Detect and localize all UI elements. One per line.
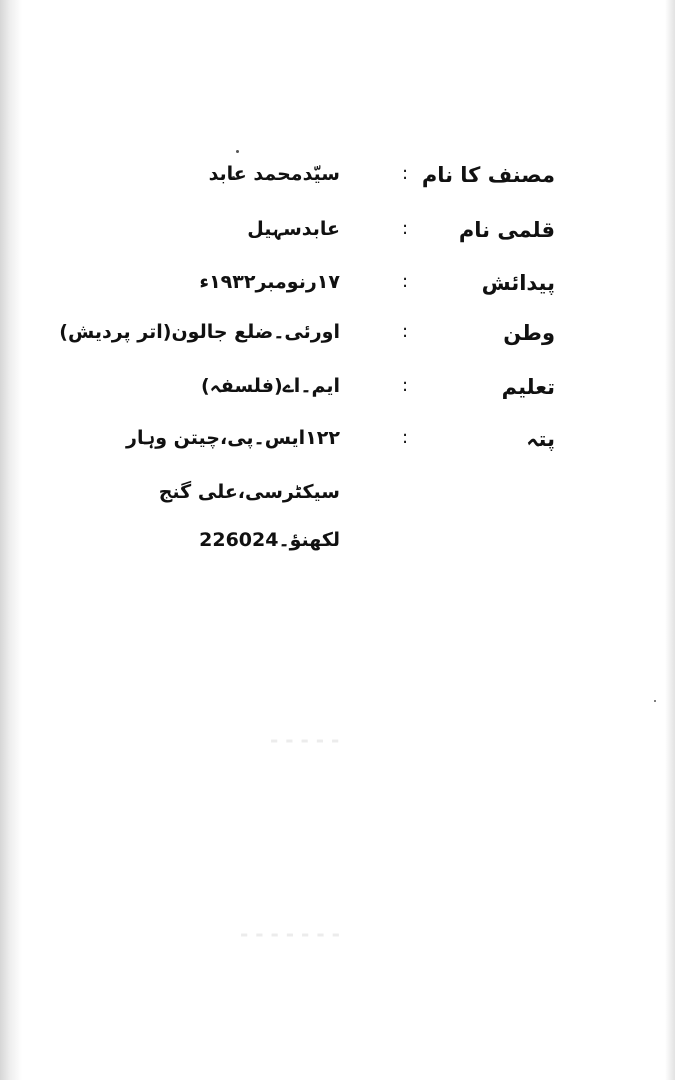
field-value: ۱۷رنومبر۱۹۳۲ء [199,271,340,293]
field-separator: : [402,218,409,239]
show-through-text: - - - - - - - [240,922,340,946]
field-separator: : [402,375,409,396]
field-label: قلمی نام [458,218,555,242]
field-row-hometown [0,321,675,361]
field-separator: : [402,321,409,342]
field-value: اورئی۔ضلع جالون(اتر پردیش) [59,321,340,343]
speck [236,150,239,153]
address-line-3 [0,529,675,569]
field-separator: : [402,163,409,184]
speck [654,700,656,702]
address-line: سیکٹرسی،علی گنج [158,481,340,503]
show-through-text: - - - - - [270,728,340,752]
field-value: ایم۔اے(فلسفہ) [200,375,340,397]
field-row-pen-name [0,218,675,258]
field-label: مصنف کا نام [421,163,555,187]
field-value: ۱۲۲ایس۔پی،چیتن وہار [126,427,340,449]
field-row-birth [0,271,675,311]
address-line: لکھنؤ۔226024 [199,529,340,551]
field-row-address [0,427,675,467]
field-separator: : [402,427,409,448]
field-label: وطن [503,321,555,345]
field-label: پتہ [526,427,555,451]
field-label: تعلیم [501,375,555,399]
field-row-author-name [0,163,675,203]
field-separator: : [402,271,409,292]
field-row-education [0,375,675,415]
field-label: پیدائش [481,271,555,295]
address-line-2 [0,481,675,521]
field-value: سیّدمحمد عابد [208,163,340,185]
field-value: عابدسہیل [247,218,340,240]
